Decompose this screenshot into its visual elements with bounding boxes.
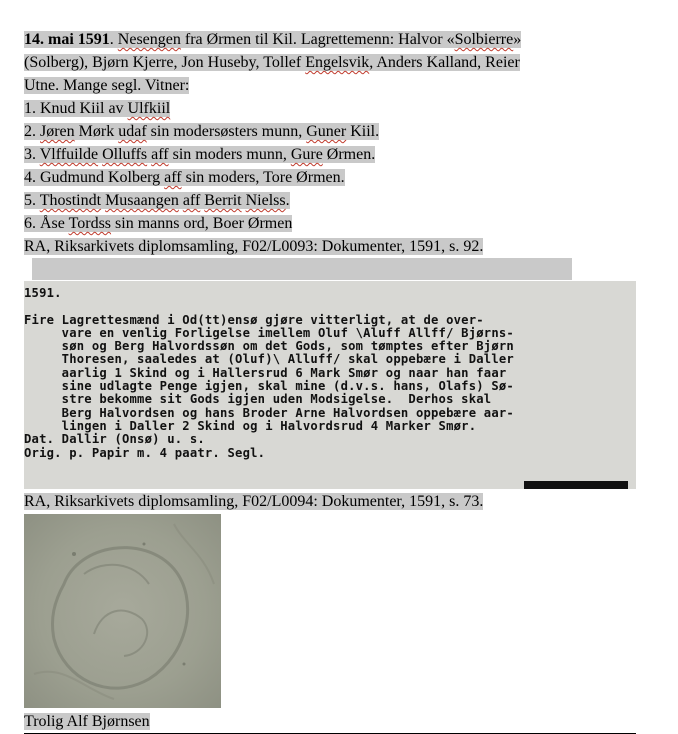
document-text: 14. mai 1591. Nesengen fra Ørmen til Kil. Lagrettemenn: Halvor «Solbierre» (Solberg), Bjørn Kjerre, Jon Huseby, Tollef Engelsvik, Anders Kalland, Reier Utne. Mange segl. Vitner: 1. Knud Kiil av Ulfkiil 2. Jøren Mørk udaf sin modersøsters munn, Guner Kiil. 3. Vlffuilde Olluffs aff sin moders munn, Gure Ørmen. 4. Gudmund Kolberg aff sin moders, Tore Ørmen. 5. Thostindt Musaangen aff Berrit Nielss. 6. Åse Tordss sin manns ord, Boer Ørmen RA, Riksarkivets diplomsamling, F02/L0093: Dokumenter, 1591, s. 92. <box>24 28 614 258</box>
typewritten-text: 1591. Fire Lagrettesmænd i Od(tt)ensø gjøre vitterligt, at de over- vare en venlig Forligelse imellem Oluf \Aluff Allff/ Bjørns- søn og Berg Halvordssøn om det Gods, som tømptes efter Bjørn Thoresen, saaledes at (Oluf)\ Alluff/ skal oppebære i Daller aarlig 1 Skind og i Hallersrud 6 Mark Smør og naar han faar sine udlagte Penge igjen, skal mine (d.v.s. hans, Olafs) Sø- stre bekomme sit Gods igjen uden Modsigelse. Derhos skal Berg Halvordsen og hans Broder Arne Halvordsen oppebære aar- lingen i Daller 2 Skind og i Halvordsrud 4 Marker Smør. Dat. Dallir (Onsø) u. s. Orig. p. Papir m. 4 paatr. Segl. <box>24 286 514 460</box>
seal-image <box>24 514 221 708</box>
witness-5: 5. Thostindt Musaangen aff Berrit Nielss. <box>24 192 290 209</box>
witness-6: 6. Åse Tordss sin manns ord, Boer Ørmen <box>24 215 293 232</box>
highlight-bar <box>32 258 572 280</box>
source-reference-1: RA, Riksarkivets diplomsamling, F02/L0093: Dokumenter, 1591, s. 92. <box>24 238 484 255</box>
typewritten-excerpt-image <box>24 281 636 489</box>
witness-2: 2. Jøren Mørk udaf sin modersøsters munn, Guner Kiil. <box>24 123 380 140</box>
redaction-bar <box>524 481 628 489</box>
witness-1: 1. Knud Kiil av Ulfkiil <box>24 100 171 117</box>
place-nesengen: Nesengen <box>117 31 181 48</box>
source-reference-2: RA, Riksarkivets diplomsamling, F02/L0094: Dokumenter, 1591, s. 73. <box>24 493 484 510</box>
witness-4: 4. Gudmund Kolberg aff sin moders, Tore Ørmen. <box>24 169 345 186</box>
witness-3: 3. Vlffuilde Olluffs aff sin moders munn, Gure Ørmen. <box>24 146 376 163</box>
date: 14. mai 1591 <box>24 31 110 48</box>
caption: Trolig Alf Bjørnsen <box>24 713 150 730</box>
